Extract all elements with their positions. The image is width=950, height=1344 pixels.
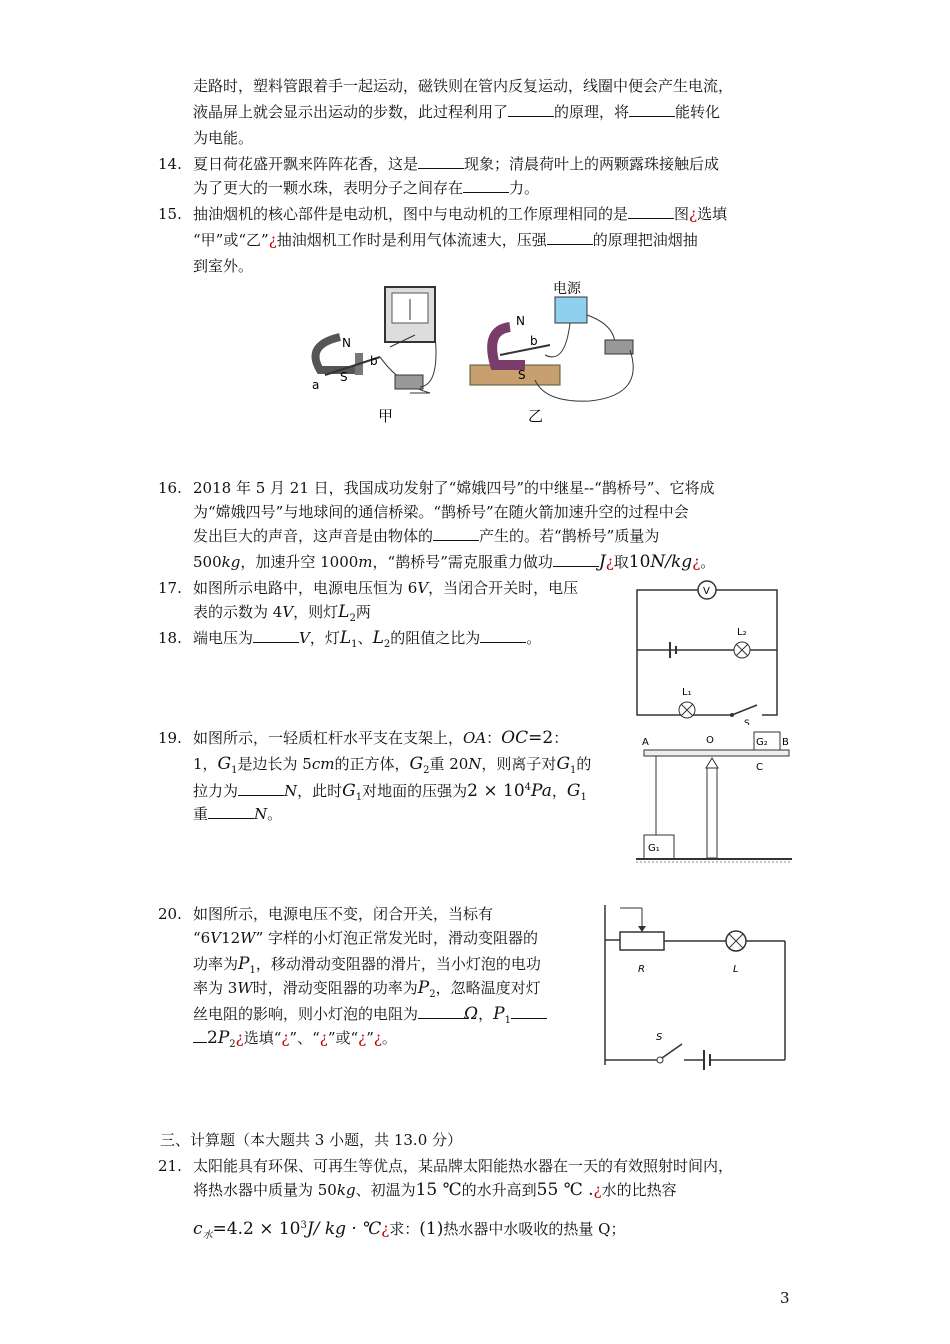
symbol: OC: [501, 728, 529, 748]
answer-blank[interactable]: [418, 1004, 464, 1019]
label-switch: S: [744, 719, 750, 725]
text-line: 重 N。: [193, 805, 283, 823]
answer-blank[interactable]: [238, 781, 284, 796]
subscript: 水: [202, 1230, 213, 1241]
unit: W: [237, 979, 253, 997]
figure-yi: [470, 280, 633, 425]
symbol: G: [556, 754, 571, 774]
text-span: ，忽略温度对灯: [435, 979, 541, 997]
answer-blank[interactable]: [511, 1004, 547, 1019]
text-line: $2P_2¿$选填“¿”、“¿”或“¿”¿。: [193, 1028, 397, 1055]
text-span: 求：: [389, 1220, 420, 1238]
text-line: [193, 230, 698, 250]
answer-blank[interactable]: [629, 102, 675, 117]
unit: N: [284, 782, 298, 800]
text-span: 、: [357, 629, 373, 647]
unit: V: [210, 929, 222, 947]
unit: N/kg: [650, 552, 693, 572]
answer-blank[interactable]: [553, 552, 599, 567]
label-C: C: [756, 762, 763, 773]
unit: m: [358, 553, 373, 571]
text-span: 是边长为 5: [237, 755, 312, 773]
text-span: 水的比热容: [601, 1181, 677, 1199]
subscript: 1: [504, 1015, 511, 1026]
text-span: ，移动滑动变阻器的滑片，当小灯泡的电功: [255, 955, 541, 973]
answer-blank[interactable]: [193, 1028, 207, 1043]
text-span: ，此时: [297, 782, 343, 800]
unit: V: [282, 603, 294, 621]
text-span: 拉力为: [193, 782, 239, 800]
subscript: 1: [351, 639, 358, 650]
text-span: 如图所示，一轻质杠杆水平支在支架上，: [193, 729, 464, 747]
figure-jia: [312, 287, 436, 425]
label-O: O: [706, 735, 714, 746]
text-line: 为“嫦娥四号”与地球间的通信桥梁。“鹊桥号”在随火箭加速升空的过程中会: [193, 503, 689, 521]
label-L: L: [733, 964, 739, 975]
text-line: [193, 102, 720, 122]
answer-blank[interactable]: [208, 804, 254, 819]
text-span: 热水器中水吸收的热量 Q；: [443, 1220, 626, 1238]
unit: J: [598, 552, 606, 572]
label-N: N: [342, 336, 351, 350]
text-span: ，当闭合开关时，电压: [428, 579, 579, 597]
text-span: 图: [674, 205, 690, 223]
figure-jia-yi: [300, 275, 645, 430]
answer-blank[interactable]: [547, 230, 593, 245]
glyph-error: ¿: [373, 1029, 382, 1047]
unit: V: [417, 579, 429, 597]
text-span: 的正方体，: [334, 755, 410, 773]
question-number: 15.: [158, 205, 182, 223]
question-number: 21.: [158, 1157, 182, 1175]
text-span: 夏日荷花盛开飘来阵阵花香，这是: [193, 155, 419, 173]
label-b: b: [530, 334, 538, 348]
text-span: (1): [419, 1219, 444, 1239]
label-G2: G₂: [756, 737, 768, 748]
subscript: 2: [349, 613, 356, 624]
symbol: P: [217, 1028, 230, 1048]
question-number: 17.: [158, 579, 182, 597]
glyph-error: ¿: [281, 1029, 290, 1047]
text-span: 力。: [509, 179, 540, 197]
text-span: 抽油烟机工作时是利用气体流速大，压强: [276, 231, 547, 249]
label-a: a: [312, 378, 320, 392]
text-span: 选填: [697, 205, 728, 223]
unit: kg: [336, 1181, 356, 1199]
superscript: 3: [300, 1220, 307, 1231]
label-power: 电源: [553, 281, 581, 297]
text-span: ，则灯: [293, 603, 339, 621]
symbol: G: [342, 781, 356, 801]
text-line: 2018 年 5 月 21 日，我国成功发射了“嫦娥四号”的中继星--“鹊桥号”、它将成: [193, 479, 715, 497]
glyph-error: ¿: [268, 231, 277, 249]
answer-blank[interactable]: [508, 102, 554, 117]
subscript: 1: [355, 792, 363, 803]
text-line: 500kg，加速升空 1000m，“鹊桥号”需克服重力做功 J¿取10N/kg¿。: [193, 552, 716, 572]
text-line: [193, 928, 538, 948]
text-line: [193, 728, 568, 748]
text-span: 丝电阻的影响，则小灯泡的电阻为: [193, 1005, 419, 1023]
text-span: ”、“: [289, 1029, 320, 1047]
question-number: 14.: [158, 155, 182, 173]
glyph-error: ¿: [689, 205, 698, 223]
voltmeter-label: V: [703, 586, 710, 597]
subscript: 2: [429, 989, 436, 1000]
subscript: 2: [423, 765, 430, 776]
unit: N: [254, 805, 268, 823]
text-span: 的阻值之比为: [390, 629, 481, 647]
symbol: G: [217, 754, 232, 774]
text-line: 拉力为 N，此时$G_1$对地面的压强为$2 \times 10^4Pa$，$G_1$: [193, 781, 587, 803]
symbol: G: [566, 781, 581, 801]
text-span: 功率为: [193, 955, 239, 973]
subscript: 2: [383, 639, 391, 650]
glyph-error: ¿: [381, 1220, 390, 1238]
unit: V: [299, 629, 310, 647]
symbol: L: [339, 628, 352, 648]
text-span: “6: [193, 929, 211, 947]
glyph-error: ¿: [235, 1029, 244, 1047]
label-B: B: [782, 737, 789, 748]
text-span: 的原理把油烟抽: [592, 231, 698, 249]
text-span: 产生的。若“鹊桥号”质量为: [479, 527, 660, 545]
label-switch: S: [656, 1032, 663, 1043]
text-span: 的水升高到: [461, 1181, 537, 1199]
label-b: b: [370, 354, 378, 368]
text-line: 太阳能具有环保、可再生等优点，某品牌太阳能热水器在一天的有效照射时间内，: [193, 1157, 734, 1175]
figure-circuit-q17: [632, 580, 782, 725]
glyph-error: ¿: [692, 553, 701, 571]
text-span: 重 20: [429, 755, 469, 773]
subscript: 2: [229, 1039, 236, 1050]
text-span: =4.2 × 10: [212, 1219, 301, 1239]
unit: Pa: [531, 781, 552, 801]
text-line: [193, 178, 539, 198]
question-number: 18.: [158, 629, 182, 647]
text-span: 如图所示电路中，电源电压恒为 6: [193, 579, 418, 597]
text-span: 重: [193, 805, 209, 823]
text-span: 15 ℃: [415, 1180, 462, 1200]
text-span: 的原理，将: [554, 103, 630, 121]
text-span: 、初温为: [355, 1181, 416, 1199]
question-number: 16.: [158, 479, 182, 497]
text-span: ：: [553, 729, 569, 747]
text-line: [193, 1004, 547, 1031]
label-L2: L₂: [737, 627, 747, 638]
answer-blank[interactable]: [418, 154, 464, 169]
text-line: 为电能。: [193, 129, 254, 147]
figure-circuit-q20: [600, 900, 788, 1080]
text-line: [193, 978, 541, 1005]
text-line: [193, 154, 719, 174]
glyph-error: ¿: [319, 1029, 328, 1047]
text-span: 1，: [193, 755, 218, 773]
text-line: 到室外。: [193, 257, 254, 275]
label-A: A: [642, 737, 649, 748]
figure-label-jia: 甲: [378, 407, 394, 425]
answer-blank[interactable]: [628, 204, 674, 219]
text-span: ” 字样的小灯泡正常发光时，滑动变阻器的: [255, 929, 539, 947]
text-span: 对地面的压强为: [362, 782, 468, 800]
text-span: ，灯: [309, 629, 340, 647]
text-span: 发出巨大的声音，这声音是由物体的: [193, 527, 434, 545]
text-span: ，“鹊桥号”需克服重力做功: [372, 553, 553, 571]
figure-lever: [634, 730, 794, 870]
symbol: P: [493, 1004, 505, 1024]
subscript: 1: [249, 965, 256, 976]
superscript: 4: [524, 782, 532, 793]
text-span: 表的示数为 4: [193, 603, 283, 621]
text-span: ：: [486, 729, 502, 747]
page-number: 3: [780, 1289, 790, 1307]
label-S: S: [518, 368, 526, 382]
text-span: ，则离子对: [481, 755, 557, 773]
unit: N: [468, 755, 482, 773]
text-span: 时，滑动变阻器的功率为: [252, 979, 418, 997]
text-line: [193, 204, 727, 224]
text-line: 走路时，塑料管跟着手一起运动，磁铁则在管内反复运动，线圈中便会产生电流，: [193, 77, 734, 95]
text-span: 10: [628, 552, 651, 572]
text-line: [193, 1180, 677, 1200]
symbol: OA: [463, 729, 487, 747]
text-span: =2: [528, 728, 554, 748]
text-span: 的: [576, 755, 592, 773]
subscript: 1: [580, 792, 587, 803]
text-line: [193, 754, 591, 781]
text-span: 抽油烟机的核心部件是电动机，图中与电动机的工作原理相同的是: [193, 205, 629, 223]
label-S: S: [340, 370, 348, 384]
unit: W: [240, 929, 256, 947]
text-span: 选填“: [243, 1029, 282, 1047]
symbol: P: [238, 954, 250, 974]
answer-blank[interactable]: [253, 628, 299, 643]
answer-blank[interactable]: [433, 526, 479, 541]
text-span: 端电压为: [193, 629, 254, 647]
text-span: 现象；清晨荷叶上的两颗露珠接触后成: [464, 155, 720, 173]
text-span: 12: [221, 929, 241, 947]
text-span: 2 × 10: [467, 781, 525, 801]
text-span: 率为 3: [193, 979, 238, 997]
text-span: 2: [207, 1028, 218, 1048]
unit: kg: [221, 553, 241, 571]
question-number: 19.: [158, 729, 182, 747]
label-N: N: [516, 314, 525, 328]
label-R: R: [638, 964, 645, 975]
text-line: [193, 602, 371, 629]
text-span: 能转化: [675, 103, 721, 121]
text-span: ”: [366, 1029, 374, 1047]
text-line: [193, 526, 659, 546]
text-span: ，: [478, 1005, 494, 1023]
text-span: “甲”或“乙”: [193, 231, 269, 249]
text-span: 为了更大的一颗水珠，表明分子之间存在: [193, 179, 464, 197]
figure-label-yi: 乙: [528, 407, 544, 425]
label-L1: L₁: [682, 687, 692, 698]
glyph-error: ¿: [605, 553, 614, 571]
subscript: 1: [231, 765, 238, 776]
text-span: 55 ℃ .: [536, 1180, 594, 1200]
text-line: [193, 1216, 625, 1246]
text-span: ，加速升空 1000: [240, 553, 359, 571]
symbol: P: [417, 978, 430, 998]
symbol: c: [193, 1219, 203, 1239]
answer-blank[interactable]: [463, 178, 509, 193]
section-heading: 三、计算题（本大题共 3 小题，共 13.0 分）: [160, 1131, 463, 1149]
symbol: L: [338, 602, 350, 622]
unit: Ω: [464, 1004, 479, 1024]
answer-blank[interactable]: [480, 628, 526, 643]
question-number: 20.: [158, 905, 182, 923]
text-line: [193, 954, 541, 981]
subscript: 1: [570, 765, 577, 776]
text-span: 500: [193, 553, 222, 571]
text-span: 取: [613, 553, 629, 571]
glyph-error: ¿: [593, 1181, 602, 1199]
text-line: [193, 628, 541, 655]
label-G1: G₁: [648, 843, 660, 854]
text-line: [193, 578, 578, 598]
symbol: G: [409, 754, 424, 774]
text-span: 将热水器中质量为 50: [193, 1181, 337, 1199]
text-span: 液晶屏上就会显示出运动的步数，此过程利用了: [193, 103, 509, 121]
text-span: ”或“: [327, 1029, 359, 1047]
text-line: 如图所示，电源电压不变，闭合开关，当标有: [193, 905, 494, 923]
text-span: 两: [355, 603, 371, 621]
symbol: L: [372, 628, 384, 648]
unit: cm: [311, 755, 335, 773]
text-span: 。: [526, 629, 542, 647]
glyph-error: ¿: [358, 1029, 367, 1047]
unit: J/ kg · ℃: [306, 1219, 382, 1239]
